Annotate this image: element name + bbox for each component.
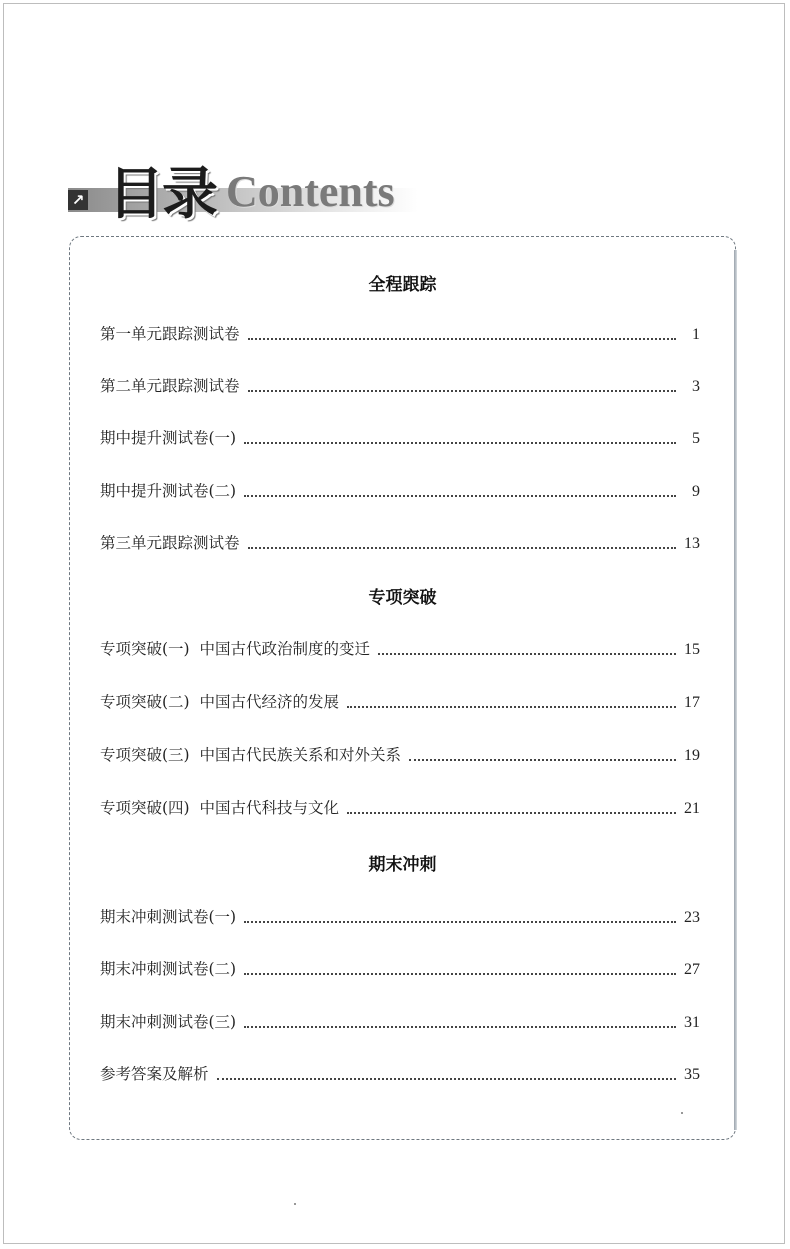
page-title-chinese: 目录 [108,162,216,227]
toc-entry-label: 第三单元跟踪测试卷 [100,534,240,552]
dot-leader [378,653,676,655]
dot-leader [248,390,676,392]
toc-entry[interactable] [100,955,700,979]
toc-entry[interactable] [100,424,700,448]
toc-entry-page: 17 [684,694,700,711]
toc-entry-page: 13 [684,535,700,552]
toc-entry-label: 专项突破(二) 中国古代经济的发展 [100,693,339,711]
section-title-tracking: 全程跟踪 [368,275,437,295]
dot-leader [217,1078,676,1080]
toc-entry-label: 期中提升测试卷(二) [100,482,237,500]
toc-entry-page: 31 [684,1014,700,1031]
toc-entry-page: 27 [684,961,700,978]
toc-entry[interactable] [100,903,700,927]
toc-entry[interactable] [100,477,700,501]
toc-entry-label: 专项突破(一) 中国古代政治制度的变迁 [100,640,370,658]
toc-entry[interactable] [100,635,700,659]
toc-entry-page: 3 [692,378,700,395]
dot-leader [248,338,676,340]
toc-entry[interactable] [100,1060,700,1084]
toc-entry[interactable] [100,529,700,553]
toc-entry-label: 期末冲刺测试卷(一) [100,908,237,926]
toc-entry[interactable] [100,372,700,396]
toc-entry-page: 19 [684,747,700,764]
dot-leader [409,759,676,761]
toc-entry-page: 35 [684,1066,700,1083]
frame-shadow [734,250,737,1130]
toc-entry-page: 9 [692,483,700,500]
toc-entry-label: 专项突破(三) 中国古代民族关系和对外关系 [100,746,401,764]
section-title-final: 期末冲刺 [368,855,437,875]
toc-entry-label: 第二单元跟踪测试卷 [100,377,240,395]
dot-leader [244,495,676,497]
toc-entry-page: 5 [692,430,700,447]
dot-leader [244,921,676,923]
section-title-special: 专项突破 [368,588,437,608]
dot-leader [244,442,676,444]
dot-leader [244,973,676,975]
toc-entry[interactable] [100,794,700,818]
toc-entry-label: 期末冲刺测试卷(二) [100,960,237,978]
dot-leader [347,812,676,814]
toc-entry-page: 21 [684,800,700,817]
toc-entry-page: 23 [684,909,700,926]
dot-leader [347,706,676,708]
toc-entry[interactable] [100,1008,700,1032]
toc-entry-page: 15 [684,641,700,658]
toc-entry-label: 参考答案及解析 [100,1065,209,1083]
dot-leader [244,1026,676,1028]
toc-entry-label: 期中提升测试卷(一) [100,429,237,447]
dot-leader [248,547,676,549]
toc-entry[interactable] [100,741,700,765]
contents-header [68,150,428,227]
toc-entry-label: 第一单元跟踪测试卷 [100,325,240,343]
scan-speck [294,1203,296,1205]
scan-speck [681,1112,683,1114]
toc-entry-label: 期末冲刺测试卷(三) [100,1013,237,1031]
arrow-icon: ↗ [68,190,88,210]
toc-entry[interactable] [100,320,700,344]
toc-entry-label: 专项突破(四) 中国古代科技与文化 [100,799,339,817]
toc-entry-page: 1 [692,326,700,343]
page-title-english: Contents [226,167,395,216]
toc-entry[interactable] [100,688,700,712]
